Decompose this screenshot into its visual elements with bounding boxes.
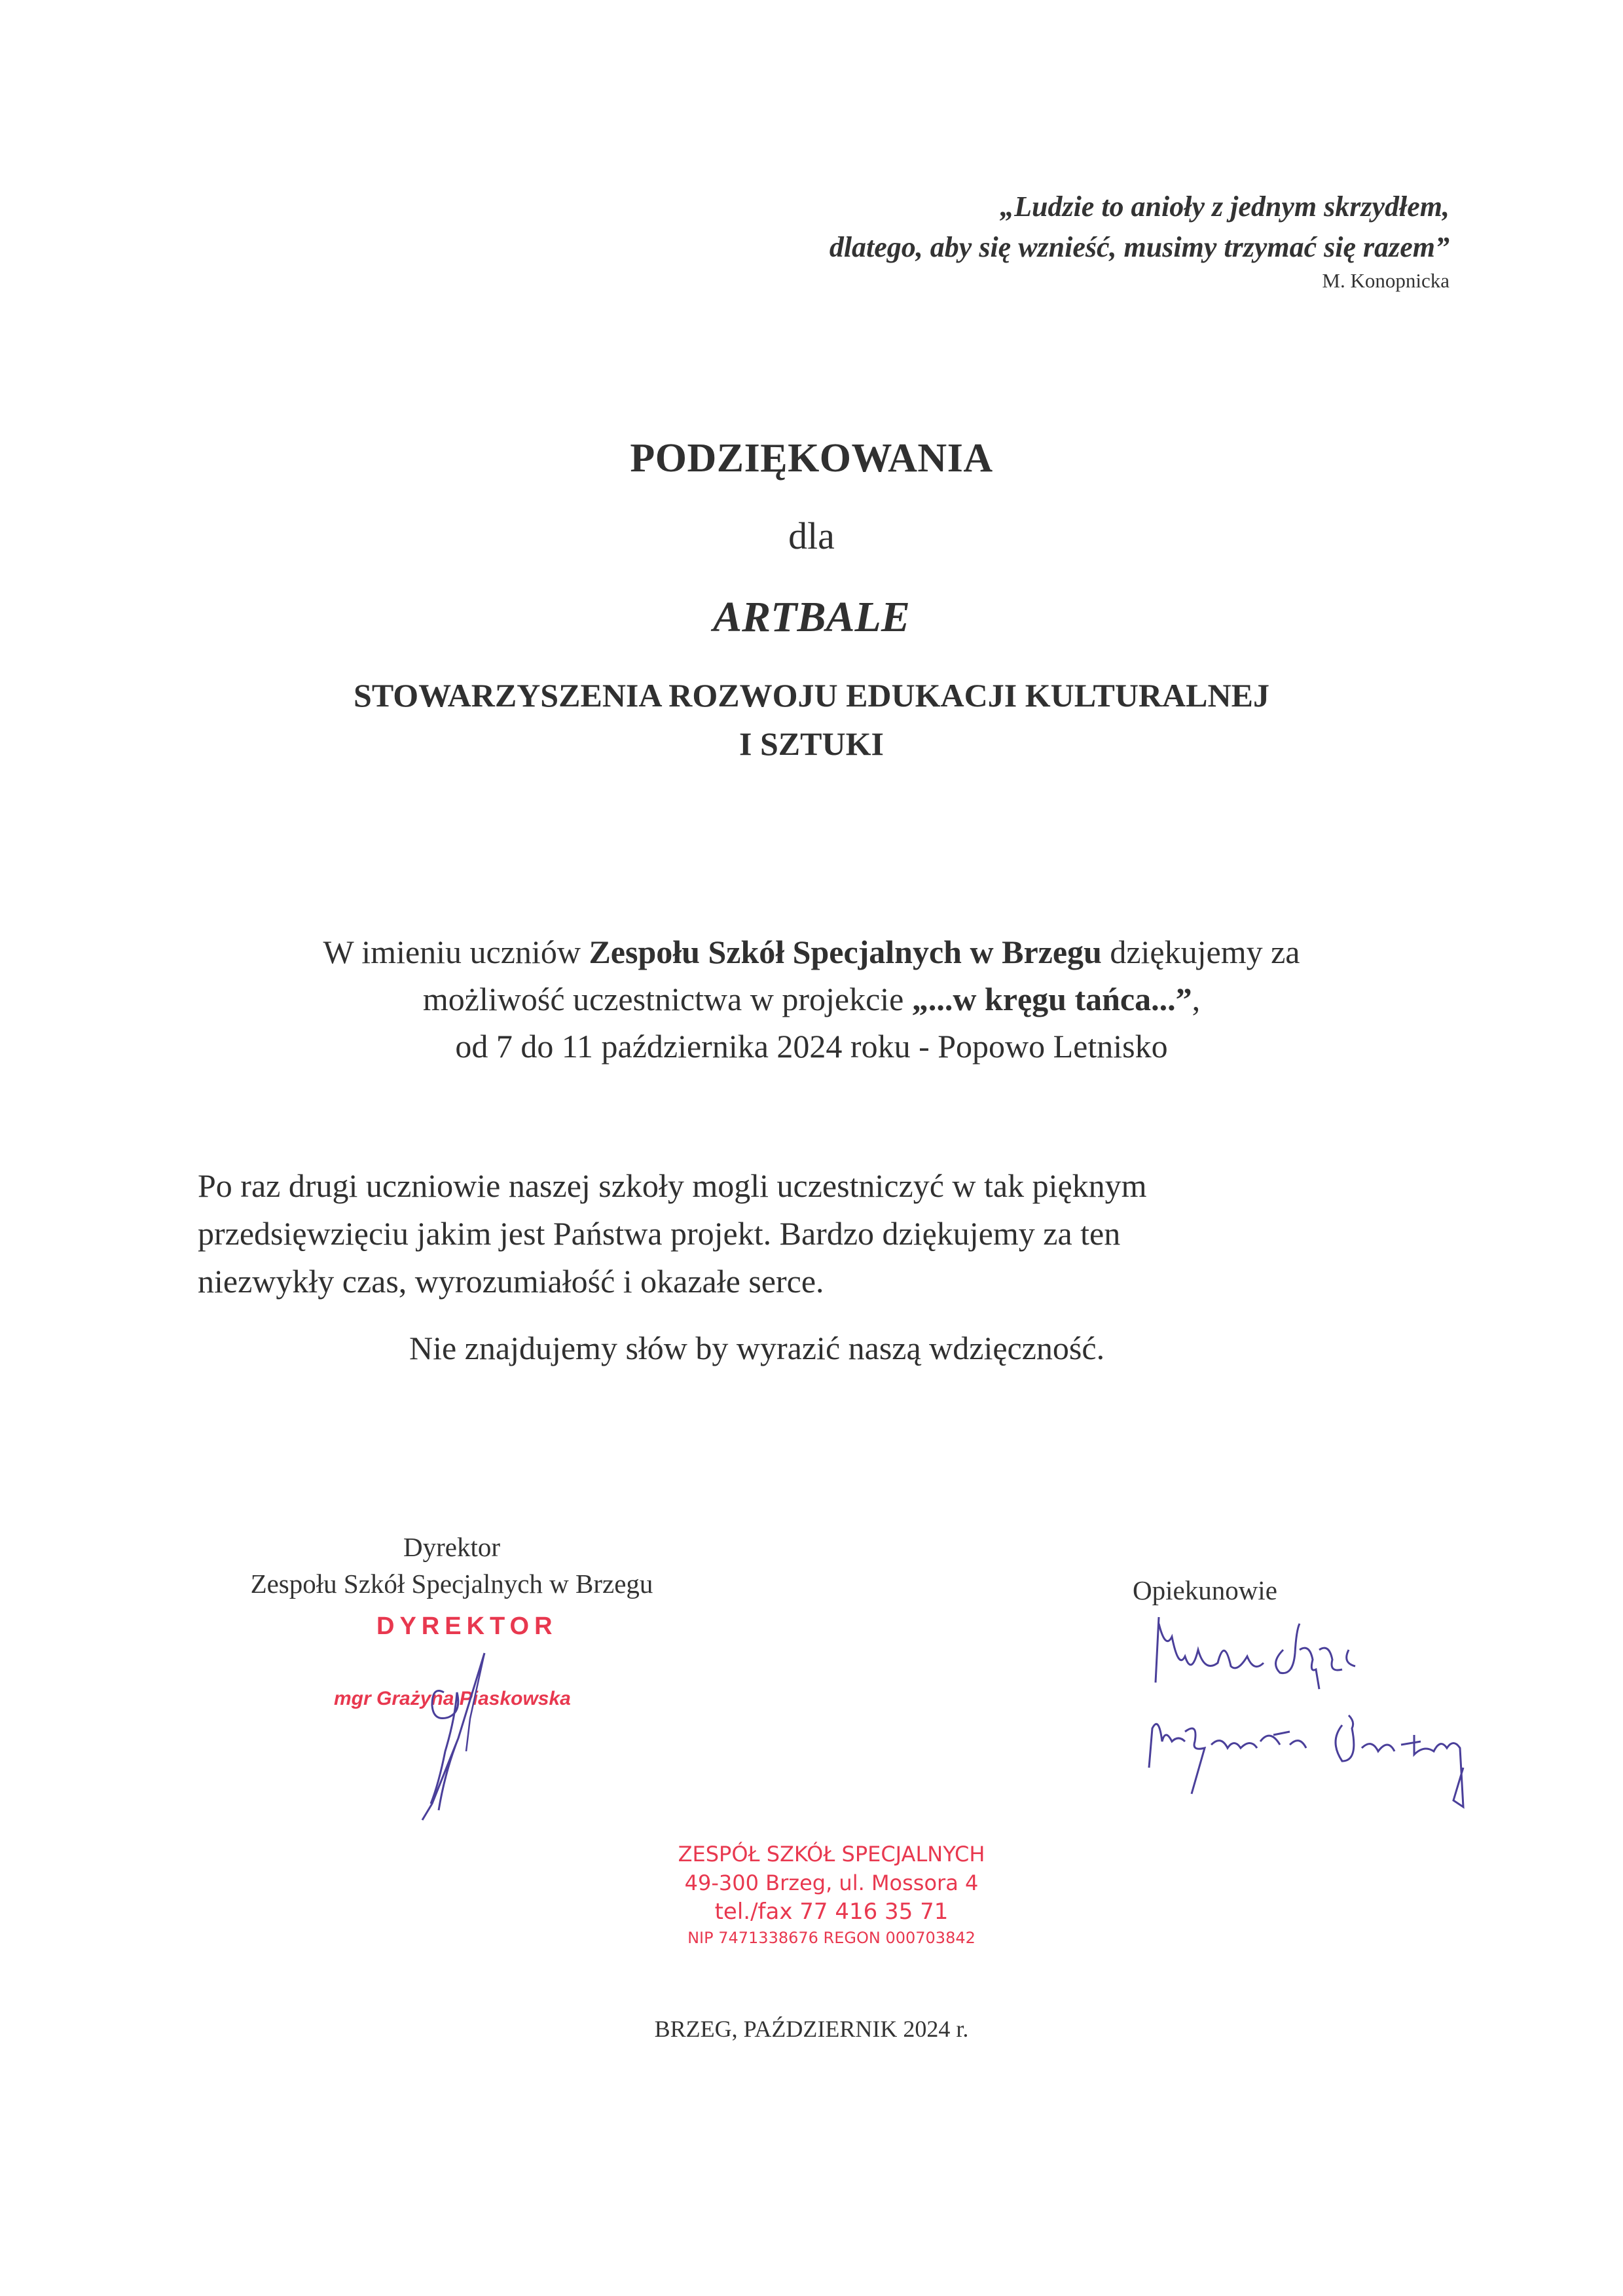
guardians-label: Opiekunowie	[1133, 1575, 1277, 1605]
for-label: dla	[788, 515, 835, 557]
thanks-paragraph	[0, 928, 1623, 1070]
para1-line-3: od 7 do 11 października 2024 roku - Popowo Letnisko	[455, 1028, 1168, 1065]
quote-line-1: „Ludzie to anioły z jednym skrzydłem,	[1000, 191, 1450, 223]
para1-text: dziękujemy za	[1101, 934, 1300, 970]
director-block	[190, 1529, 714, 1602]
para2-line-3: niezwykły czas, wyrozumiałość i okazałe serce.	[198, 1263, 824, 1300]
quote-author: M. Konopnicka	[1322, 269, 1450, 292]
quote-line-2: dlatego, aby się wznieść, musimy trzymać się razem”	[829, 231, 1450, 263]
place-and-date: BRZEG, PAŹDZIERNIK 2024 r.	[654, 2016, 969, 2042]
project-name: „...w kręgu tańca...”	[911, 981, 1192, 1017]
epigraph-quote	[830, 187, 1450, 294]
stamp-address: 49-300 Brzeg, ul. Mossora 4	[684, 1870, 979, 1895]
recipient-name: ARTBALE	[713, 593, 910, 641]
para1-text: możliwość uczestnictwa w projekcie	[422, 981, 912, 1017]
stamp-phone: tel./fax 77 416 35 71	[714, 1899, 949, 1925]
guardians-signature-icon	[1133, 1611, 1578, 1820]
para1-line-1	[0, 928, 1623, 975]
stamp-school-name: ZESPÓŁ SZKÓŁ SPECJALNYCH	[678, 1842, 985, 1867]
para1-text: W imieniu uczniów	[323, 934, 589, 970]
para2-line-1: Po raz drugi uczniowie naszej szkoły mogli uczestniczyć w tak pięknym	[198, 1167, 1147, 1204]
organization-line-2: I SZTUKI	[739, 725, 884, 762]
director-title: Dyrektor	[403, 1532, 500, 1562]
director-signature-icon	[393, 1640, 524, 1830]
gratitude-line: Nie znajdujemy słów by wyrazić naszą wdzięczność.	[409, 1330, 1105, 1366]
para2-line-2: przedsięwzięciu jakim jest Państwa projekt. Bardzo dziękujemy za ten	[198, 1215, 1121, 1252]
stamp-ids: NIP 7471338676 REGON 000703842	[687, 1929, 976, 1947]
school-stamp	[629, 1840, 1034, 1950]
director-stamp-title: DYREKTOR	[376, 1613, 558, 1640]
appreciation-paragraph	[198, 1162, 1376, 1305]
para1-text: ,	[1192, 981, 1201, 1017]
recipient-organization	[0, 671, 1623, 768]
document-title: PODZIĘKOWANIA	[630, 436, 993, 481]
organization-line-1: STOWARZYSZENIA ROZWOJU EDUKACJI KULTURALNEJ	[354, 677, 1269, 714]
director-institution: Zespołu Szkół Specjalnych w Brzegu	[250, 1569, 653, 1599]
director-stamp-name: mgr Grażyna Piaskowska	[334, 1688, 571, 1709]
school-name: Zespołu Szkół Specjalnych w Brzegu	[589, 934, 1102, 970]
para1-line-2	[0, 975, 1623, 1023]
